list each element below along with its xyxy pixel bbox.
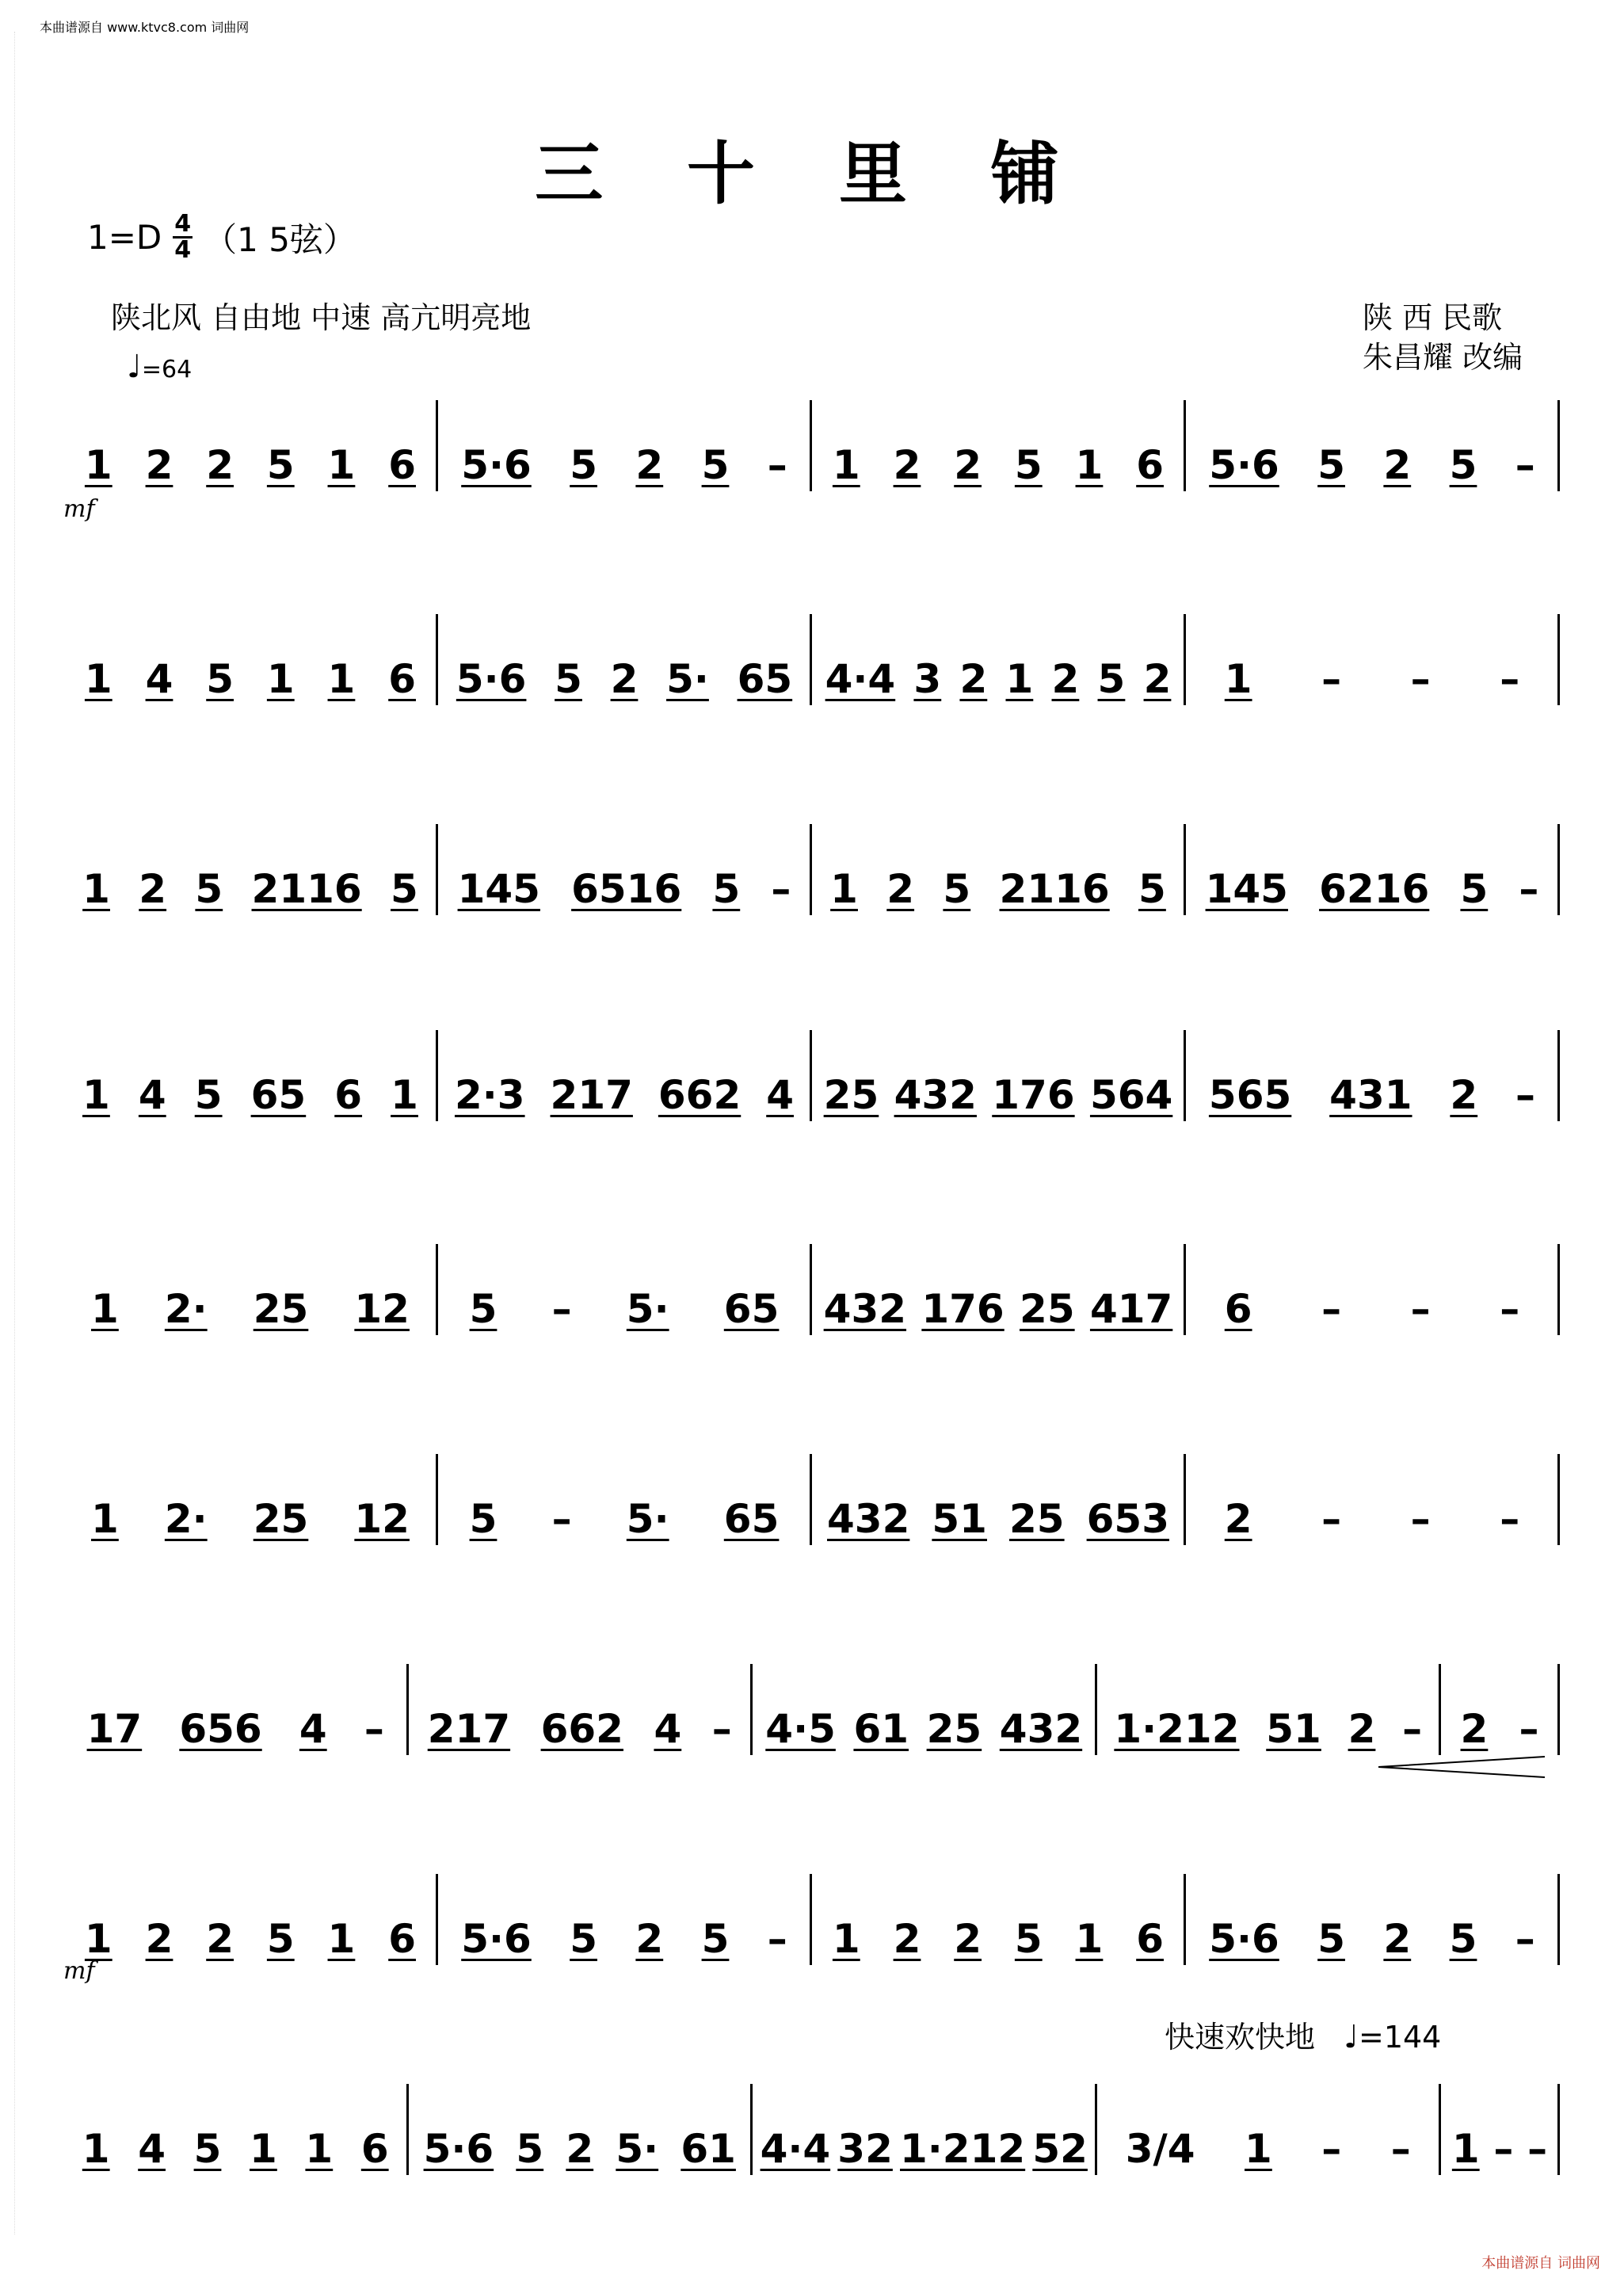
- measure: [816, 1244, 1180, 1335]
- barline: [810, 614, 812, 705]
- note-group: 5: [1317, 1916, 1345, 1962]
- note-group: 5: [469, 1286, 497, 1332]
- measure: [68, 824, 433, 915]
- tempo-marking-1: [127, 349, 192, 385]
- note-group: 5·: [666, 656, 709, 702]
- note-group: 65: [723, 1286, 780, 1332]
- note-group: 5: [712, 866, 741, 912]
- note-group: 145: [457, 866, 540, 912]
- note-group: 2: [1460, 1706, 1489, 1752]
- note-group: 1: [91, 1286, 119, 1332]
- note-group: 2116: [999, 866, 1110, 912]
- note-group: 65: [737, 656, 793, 702]
- note-group: 65: [723, 1496, 780, 1542]
- note-extension: –: [551, 1286, 572, 1332]
- note-group: 5: [1317, 442, 1345, 488]
- dynamic-mf-1: mf: [63, 495, 95, 523]
- note-group: 17: [86, 1706, 143, 1752]
- note-extension: –: [1500, 1286, 1520, 1332]
- quarter-note-icon: ♩: [1344, 2019, 1359, 2055]
- note-group: 4: [145, 656, 173, 702]
- barline: [1557, 824, 1560, 915]
- barline: [436, 1244, 438, 1335]
- note-group: 1: [82, 866, 110, 912]
- note-group: 5: [1449, 442, 1477, 488]
- note-group: 5: [570, 442, 597, 488]
- note-group: 6: [1224, 1286, 1252, 1332]
- note-group: 5·6: [1209, 1916, 1279, 1962]
- note-group: 2: [1383, 442, 1412, 488]
- barline: [1439, 1664, 1441, 1755]
- note-group: 431: [1329, 1072, 1412, 1118]
- note-group: 2: [1348, 1706, 1376, 1752]
- note-group: 5: [266, 1916, 295, 1962]
- measure: [1445, 2084, 1554, 2175]
- note-extension: –: [1321, 2126, 1342, 2172]
- note-group: 662: [658, 1072, 741, 1118]
- barline: [1184, 824, 1186, 915]
- note-group: 12: [354, 1286, 410, 1332]
- note-group: 2·: [164, 1496, 208, 1542]
- time-signature: [173, 212, 193, 262]
- measure: [816, 1454, 1180, 1545]
- note-group: 1: [327, 442, 356, 488]
- tempo-2-value: =144: [1358, 2020, 1442, 2055]
- barline: [810, 1244, 812, 1335]
- measure: [1190, 614, 1554, 705]
- note-group: 2: [893, 442, 921, 488]
- measure: [442, 1030, 806, 1121]
- composer-credit: [1363, 298, 1523, 377]
- note-group: 5: [1449, 1916, 1477, 1962]
- source-watermark-bottom: 本曲谱源自 词曲网: [1481, 2255, 1600, 2272]
- note-group: 5: [1460, 866, 1489, 912]
- note-group: 653: [1086, 1496, 1169, 1542]
- note-extension: –: [771, 866, 791, 912]
- note-group: 25: [823, 1072, 879, 1118]
- note-group: 61: [853, 1706, 909, 1752]
- measure: [442, 1454, 806, 1545]
- note-extension: –: [1321, 656, 1342, 702]
- note-group: 2116: [251, 866, 362, 912]
- note-group: 1: [832, 1916, 860, 1962]
- note-group: 5: [1014, 1916, 1043, 1962]
- note-group: 5: [195, 866, 223, 912]
- note-group: 1: [832, 442, 860, 488]
- note-group: 25: [253, 1286, 309, 1332]
- barline: [436, 614, 438, 705]
- note-group: 65: [250, 1072, 307, 1118]
- note-group: 2: [1051, 656, 1080, 702]
- composer-origin: 陕 西 民歌: [1363, 300, 1503, 335]
- note-group: 2: [635, 1916, 664, 1962]
- note-group: 1: [1005, 656, 1034, 702]
- measure: [68, 614, 433, 705]
- note-group: 656: [179, 1706, 262, 1752]
- note-group: 51: [932, 1496, 987, 1542]
- note-group: 2: [954, 1916, 982, 1962]
- measure: [1190, 1244, 1554, 1335]
- note-group: 1: [250, 2126, 277, 2172]
- measure: [68, 1664, 403, 1755]
- note-group: 1: [1451, 2126, 1480, 2172]
- note-extension: –: [1500, 656, 1520, 702]
- barline: [1557, 2084, 1560, 2175]
- measure: [757, 2084, 1092, 2175]
- note-group: 5·6: [1209, 442, 1279, 488]
- note-group: 5·6: [461, 1916, 532, 1962]
- measure: [1190, 824, 1554, 915]
- measure: [1190, 1030, 1554, 1121]
- barline: [406, 2084, 409, 2175]
- note-group: 5: [555, 656, 582, 702]
- note-extension: –: [551, 1496, 572, 1542]
- note-group: 432: [823, 1286, 907, 1332]
- time-signature-change: 3/4: [1125, 2126, 1195, 2172]
- note-group: 5: [570, 1916, 597, 1962]
- barline: [1184, 1874, 1186, 1965]
- measure: [1445, 1664, 1554, 1755]
- note-group: 1·212: [900, 2126, 1026, 2172]
- barline: [750, 1664, 753, 1755]
- barline: [1557, 400, 1560, 491]
- barline: [810, 1030, 812, 1121]
- note-group: 5: [701, 442, 730, 488]
- note-extension: –: [1515, 442, 1535, 488]
- note-extension: –: [1519, 866, 1539, 912]
- note-extension: –: [1500, 1496, 1520, 1542]
- note-group: 4: [299, 1706, 327, 1752]
- measure: [816, 824, 1180, 915]
- note-group: 1: [91, 1496, 119, 1542]
- barline: [436, 1454, 438, 1545]
- note-group: 2: [610, 656, 639, 702]
- note-group: 176: [921, 1286, 1005, 1332]
- tempo-2-text: 快速欢快地: [1165, 2020, 1316, 2055]
- note-group: 1: [391, 1072, 418, 1118]
- measure: [413, 2084, 748, 2175]
- note-group: 5·: [616, 2126, 659, 2172]
- note-extension: –: [1493, 2126, 1514, 2172]
- note-group: 432: [999, 1706, 1083, 1752]
- note-group: 6516: [571, 866, 682, 912]
- note-group: 52: [1032, 2126, 1088, 2172]
- note-extension: –: [1410, 1496, 1431, 1542]
- measure: [442, 1244, 806, 1335]
- expression-marking: 陕北风 自由地 中速 高亢明亮地: [111, 300, 532, 335]
- note-group: 12: [354, 1496, 410, 1542]
- note-group: 2: [893, 1916, 921, 1962]
- measure: [68, 1454, 433, 1545]
- measure: [68, 400, 433, 491]
- note-group: 2: [145, 1916, 173, 1962]
- measure: [68, 1030, 433, 1121]
- quarter-note-icon: ♩: [127, 349, 142, 385]
- key-signature: [87, 212, 356, 262]
- barline: [750, 2084, 753, 2175]
- note-group: 2: [1224, 1496, 1252, 1542]
- note-extension: –: [1410, 656, 1431, 702]
- measure: [68, 1874, 433, 1965]
- note-group: 5: [266, 442, 295, 488]
- dynamic-mf-2: mf: [63, 1957, 95, 1985]
- measure: [816, 1874, 1180, 1965]
- note-group: 2: [145, 442, 173, 488]
- note-group: 5: [193, 2126, 222, 2172]
- note-group: 6: [388, 442, 416, 488]
- note-group: 2: [1143, 656, 1172, 702]
- note-group: 6: [334, 1072, 363, 1118]
- note-group: 417: [1089, 1286, 1173, 1332]
- note-group: 1: [1075, 442, 1104, 488]
- measure: [757, 1664, 1092, 1755]
- note-group: 2: [206, 1916, 234, 1962]
- time-numerator: 4: [174, 210, 192, 238]
- note-group: 1: [82, 2126, 110, 2172]
- note-group: 5·6: [461, 442, 532, 488]
- note-group: 1: [1224, 656, 1252, 702]
- barline: [1095, 2084, 1097, 2175]
- note-group: 6: [388, 656, 416, 702]
- measure: [442, 824, 806, 915]
- measure: [1101, 1664, 1436, 1755]
- note-group: 5: [194, 1072, 223, 1118]
- note-group: 6: [1136, 1916, 1164, 1962]
- note-extension: –: [1527, 2126, 1548, 2172]
- note-group: 5: [1097, 656, 1126, 702]
- note-group: 1: [830, 866, 858, 912]
- note-group: 1: [84, 1916, 112, 1962]
- note-group: 2: [566, 2126, 594, 2172]
- note-group: 4: [766, 1072, 795, 1118]
- note-extension: –: [767, 442, 787, 488]
- barline: [1557, 1664, 1560, 1755]
- note-group: 1: [266, 656, 295, 702]
- barline: [1184, 1244, 1186, 1335]
- measure: [816, 400, 1180, 491]
- barline: [1557, 1454, 1560, 1545]
- note-group: 2: [635, 442, 664, 488]
- measure: [1190, 1454, 1554, 1545]
- note-group: 5·: [626, 1496, 669, 1542]
- measure: [442, 614, 806, 705]
- time-denominator: 4: [174, 236, 192, 264]
- note-group: 61: [680, 2126, 736, 2172]
- note-group: 5·6: [456, 656, 527, 702]
- note-group: 2: [886, 866, 915, 912]
- note-group: 25: [926, 1706, 982, 1752]
- barline: [436, 1030, 438, 1121]
- note-group: 3: [913, 656, 942, 702]
- note-group: 4: [138, 2126, 166, 2172]
- note-group: 1: [84, 656, 112, 702]
- note-group: 2: [1383, 1916, 1412, 1962]
- note-group: 25: [253, 1496, 309, 1542]
- note-group: 5: [391, 866, 418, 912]
- note-group: 565: [1208, 1072, 1292, 1118]
- note-group: 4·4: [825, 656, 896, 702]
- barline: [810, 824, 812, 915]
- note-group: 432: [894, 1072, 977, 1118]
- note-group: 25: [1020, 1286, 1075, 1332]
- note-group: 176: [992, 1072, 1075, 1118]
- barline: [1184, 1030, 1186, 1121]
- note-group: 1: [327, 656, 356, 702]
- note-group: 25: [1009, 1496, 1065, 1542]
- note-group: 5: [701, 1916, 730, 1962]
- measure: [816, 1030, 1180, 1121]
- note-group: 1: [327, 1916, 356, 1962]
- note-group: 2: [206, 442, 234, 488]
- tempo-marking-2: [1165, 2013, 1441, 2056]
- measure: [68, 1244, 433, 1335]
- barline: [810, 400, 812, 491]
- measure: [1190, 1874, 1554, 1965]
- note-group: 662: [540, 1706, 623, 1752]
- note-group: 1: [1075, 1916, 1104, 1962]
- note-extension: –: [767, 1916, 787, 1962]
- note-group: 6216: [1319, 866, 1430, 912]
- note-group: 1: [305, 2126, 334, 2172]
- measure: [442, 1874, 806, 1965]
- note-extension: –: [1321, 1496, 1342, 1542]
- note-group: 1: [84, 442, 112, 488]
- barline: [406, 1664, 409, 1755]
- note-group: 1: [82, 1072, 110, 1118]
- note-group: 5: [1138, 866, 1166, 912]
- barline: [1184, 400, 1186, 491]
- note-group: 6: [388, 1916, 416, 1962]
- measure: [413, 1664, 748, 1755]
- note-group: 5: [469, 1496, 497, 1542]
- note-group: 2: [954, 442, 982, 488]
- barline: [1095, 1664, 1097, 1755]
- note-group: 4: [138, 1072, 166, 1118]
- barline: [1557, 1244, 1560, 1335]
- key-tonic: 1=D: [87, 218, 162, 257]
- barline: [1557, 614, 1560, 705]
- measure: [68, 2084, 403, 2175]
- note-extension: –: [1515, 1916, 1535, 1962]
- barline: [1557, 1030, 1560, 1121]
- note-extension: –: [1515, 1072, 1536, 1118]
- measure: [1101, 2084, 1436, 2175]
- note-group: 5·: [626, 1286, 669, 1332]
- note-extension: –: [1410, 1286, 1431, 1332]
- score-title: 三 十 里 铺: [535, 134, 1089, 214]
- note-group: 2·: [164, 1286, 208, 1332]
- composer-arranger: 朱昌耀 改编: [1363, 340, 1523, 375]
- note-extension: –: [1390, 2126, 1411, 2172]
- note-extension: –: [1321, 1286, 1342, 1332]
- decrescendo-hairpin: [1378, 1755, 1553, 1779]
- note-extension: –: [364, 1706, 384, 1752]
- measure: [1190, 400, 1554, 491]
- source-watermark-top: 本曲谱源自 www.ktvc8.com 词曲网: [40, 20, 250, 35]
- note-group: 1: [1245, 2126, 1272, 2172]
- note-group: 2·3: [454, 1072, 525, 1118]
- string-tuning: （1 5弦）: [204, 219, 356, 259]
- note-group: 32: [837, 2126, 893, 2172]
- note-group: 4·5: [765, 1706, 836, 1752]
- note-group: 51: [1266, 1706, 1321, 1752]
- note-group: 217: [427, 1706, 511, 1752]
- note-group: 6: [360, 2126, 389, 2172]
- measure: [816, 614, 1180, 705]
- note-group: 4·4: [760, 2126, 831, 2172]
- barline: [810, 1874, 812, 1965]
- note-group: 5: [516, 2126, 544, 2172]
- note-group: 5: [206, 656, 234, 702]
- barline: [1439, 2084, 1441, 2175]
- note-group: 145: [1205, 866, 1288, 912]
- barline: [436, 824, 438, 915]
- note-group: 5·6: [423, 2126, 494, 2172]
- note-group: 1·212: [1114, 1706, 1240, 1752]
- barline: [436, 1874, 438, 1965]
- measure: [442, 400, 806, 491]
- barline: [436, 400, 438, 491]
- note-group: 5: [1014, 442, 1043, 488]
- note-group: 432: [827, 1496, 910, 1542]
- tempo-1-value: =64: [141, 356, 193, 384]
- note-group: 564: [1089, 1072, 1173, 1118]
- barline: [810, 1454, 812, 1545]
- note-group: 2: [959, 656, 988, 702]
- note-group: 2: [139, 866, 167, 912]
- note-extension: –: [711, 1706, 732, 1752]
- barline: [1557, 1874, 1560, 1965]
- note-group: 6: [1136, 442, 1164, 488]
- barline: [1184, 1454, 1186, 1545]
- note-extension: –: [1402, 1706, 1423, 1752]
- note-group: 4: [654, 1706, 682, 1752]
- note-group: 2: [1450, 1072, 1478, 1118]
- note-extension: –: [1519, 1706, 1539, 1752]
- side-watermark-strip: [0, 32, 15, 2234]
- note-group: 5: [943, 866, 971, 912]
- barline: [1184, 614, 1186, 705]
- note-group: 217: [550, 1072, 633, 1118]
